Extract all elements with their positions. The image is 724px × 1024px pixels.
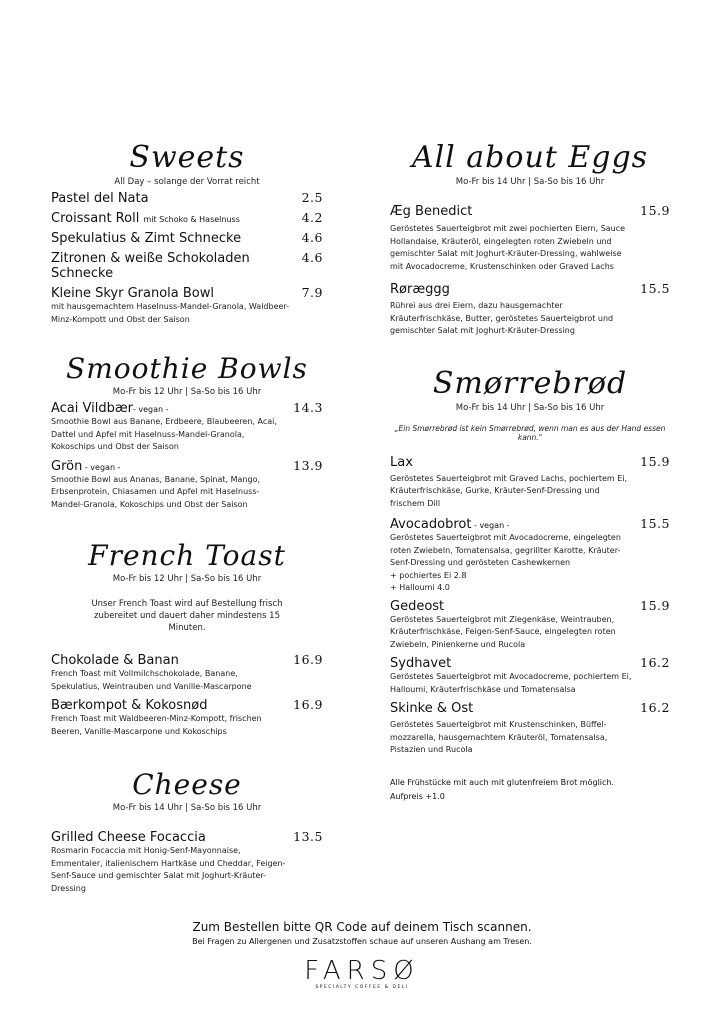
section-title: Smørrebrød xyxy=(432,365,628,401)
menu-item: Croissant Roll mit Schoko & Haselnuss 4.2 xyxy=(51,210,323,226)
section-subtitle: Mo-Fr bis 14 Uhr | Sa-So bis 16 Uhr xyxy=(112,803,262,813)
section-cheese xyxy=(51,768,323,895)
item-extra: + pochiertes Ei 2.8 xyxy=(390,570,467,580)
menu-item: Zitronen & weiße Schokoladen Schnecke 4.6 xyxy=(51,250,323,281)
menu-item: Røræggg 15.5 Rühreì aus drei Eiern, dazu hausgemachter Kräuterfrischkäse, Butter, geröstetes Sauerteigbrot und gemischter Salat mit Joghurt-Kräuter-Dressing xyxy=(390,281,670,338)
gluten-free-surcharge: Aufpreis +1.0 xyxy=(390,791,445,801)
menu-item: Chokolade & Banan 16.9 French Toast mit Vollmilchschokolade, Banane, Spekulatius, Weintrauben und Vanille-Mascarpone xyxy=(51,652,323,693)
gluten-free-note: Alle Frühstücke mit auch mit glutenfreiem Brot möglich. xyxy=(390,777,615,787)
section-eggs xyxy=(390,140,670,338)
item-description: Geröstetes Sauerteigbrot mit zwei pochierten Eiern, Sauce Hollandaise, Kräuteröl, eingelegten roten Zwiebeln und gemischter Salat mit Joghurt-Kräuter-Dressing, wahlweise mit Avocadocreme, Krustenschinken oder Graved Lachs xyxy=(390,224,626,271)
section-subtitle: Mo-Fr bis 14 Uhr | Sa-So bis 16 Uhr xyxy=(455,402,605,413)
menu-item: Grön - vegan - 13.9 Smoothie Bowl aus Ananas, Banane, Spinat, Mango, Erbsenprotein, Chiasamen und Apfel mit Haselnuss-Mandel-Granola, Kokoschips und Obst der Saison xyxy=(51,458,323,512)
menu-item: Acai Vildbær- vegan - 14.3 Smoothie Bowl aus Banane, Erdbeere, Blaubeeren, Acai, Dattel und Apfel mit Haselnuss-Mandel-Granola, Kokoschips und Obst der Saison xyxy=(51,400,323,454)
logo-tagline: SPECIALTY COFFEE & DELI xyxy=(315,985,409,990)
right-column xyxy=(390,140,670,803)
item-description: mit hausgemachtem Haselnuss-Mandel-Granola, Waldbeer-Minz-Kompott und Obst der Saison xyxy=(51,302,290,324)
menu-item: Bærkompot & Kokosnød 16.9 French Toast mit Waldbeeren-Minz-Kompott, frischen Beeren, Vanille-Mascarpone und Kokoschips xyxy=(51,697,323,738)
section-subtitle: Mo-Fr bis 12 Uhr | Sa-So bis 16 Uhr xyxy=(112,574,262,584)
section-smoothie-bowls xyxy=(51,352,323,511)
item-description: Geröstetes Sauerteigbrot mit Avocadocreme, eingelegten roten Zwiebeln, Tomatensalsa, gegrillter Karotte, Kräuter-Senf-Dressing und gerösteten Cashewkernen xyxy=(390,533,621,567)
section-title: French Toast xyxy=(88,539,286,572)
footer xyxy=(0,920,724,990)
section-title: All about Eggs xyxy=(411,140,649,175)
section-title: Smoothie Bowls xyxy=(66,352,308,385)
item-description: Geröstetes Sauerteigbrot mit Avocadocreme, pochiertem Ei, Halloumi, Kräuterfrischkäse und Tomatensalsa xyxy=(390,672,632,694)
menu-item: Kleine Skyr Granola Bowl 7.9 mit hausgemachtem Haselnuss-Mandel-Granola, Waldbeer-Minz-Kompott und Obst der Saison xyxy=(51,285,323,326)
section-subtitle: Mo-Fr bis 12 Uhr | Sa-So bis 16 Uhr xyxy=(112,387,262,397)
left-column xyxy=(51,140,323,895)
menu-item: Lax 15.9 Geröstetes Sauerteigbrot mit Graved Lachs, pochiertem Ei, Kräuterfrischkäse, Gurke, Kräuter-Senf-Dressing und frischem Dill xyxy=(390,454,670,511)
menu-item: Pastel del Nata 2.5 xyxy=(51,190,323,206)
menu-item: Grilled Cheese Focaccia 13.5 Rosmarin Focaccia mit Honig-Senf-Mayonnaise, Emmentaler, italienischem Hartkäse und Cheddar, Feigen-Senf-Sauce und gemischter Salat mit Joghurt-Kräuter-Dressing xyxy=(51,829,323,895)
item-description: Rühreì aus drei Eiern, dazu hausgemachter Kräuterfrischkäse, Butter, geröstetes Sauerteigbrot und gemischter Salat mit Joghurt-Kräuter-Dressing xyxy=(390,301,614,335)
menu-item: Avocadobrot - vegan - 15.5 Geröstetes Sauerteigbrot mit Avocadocreme, eingelegten roten Zwiebeln, Tomatensalsa, gegrillter Karotte, Kräuter-Senf-Dressing und gerösteten Cashewkernen + pochiertes Ei 2.8 + Halloumi 4.0 xyxy=(390,516,670,595)
item-description: Smoothie Bowl aus Banane, Erdbeere, Blaubeeren, Acai, Dattel und Apfel mit Haselnuss-Mandel-Granola, Kokoschips und Obst der Saison xyxy=(51,417,277,451)
section-subtitle: Mo-Fr bis 14 Uhr | Sa-So bis 16 Uhr xyxy=(455,177,605,187)
section-info: Unser French Toast wird auf Bestellung frisch zubereitet und dauert daher mindestens 15 Minuten. xyxy=(91,599,283,633)
menu-item: Æg Benedict 15.9 Geröstetes Sauerteigbrot mit zwei pochierten Eiern, Sauce Hollandaise, Kräuteröl, eingelegten roten Zwiebeln und gemischter Salat mit Joghurt-Kräuter-Dressing, wahlweise mit Avocadocreme, Krustenschinken oder Graved Lachs xyxy=(390,203,670,273)
item-description: Geröstetes Sauerteigbrot mit Ziegenkäse, Weintrauben, Kräuterfrischkäse, Feigen-Senf-Sauce, eingelegten roten Zwiebeln, Pinienkerne und Rucola xyxy=(390,614,616,649)
section-title: Sweets xyxy=(129,140,245,175)
menu-item: Gedeost 15.9 Geröstetes Sauerteigbrot mit Ziegenkäse, Weintrauben, Kräuterfrischkäse, Feigen-Senf-Sauce, eingelegten roten Zwiebeln, Pinienkerne und Rucola xyxy=(390,598,670,652)
menu-item: Sydhavet 16.2 Geröstetes Sauerteigbrot mit Avocadocreme, pochiertem Ei, Halloumi, Kräuterfrischkäse und Tomatensalsa xyxy=(390,655,670,696)
section-sweets xyxy=(51,140,323,326)
logo-wordmark: FARSØ xyxy=(304,956,420,986)
item-description: Geröstetes Sauerteigbrot mit Graved Lachs, pochiertem Ei, Kräuterfrischkäse, Gurke, Kräuter-Senf-Dressing und frischem Dill xyxy=(390,473,628,508)
item-description: Rosmarin Focaccia mit Honig-Senf-Mayonnaise, Emmentaler, italienischem Hartkäse und Cheddar, Feigen-Senf-Sauce und gemischter Salat mit Joghurt-Kräuter-Dressing xyxy=(51,846,286,893)
order-instructions: Zum Bestellen bitte QR Code auf deinem Tisch scannen. xyxy=(192,920,532,934)
section-smorrebrod xyxy=(390,366,670,803)
item-description: French Toast mit Vollmilchschokolade, Banane, Spekulatius, Weintrauben und Vanille-Mascarpone xyxy=(51,669,252,691)
brand-logo xyxy=(0,958,724,990)
section-quote: „Ein Smørrebrød ist kein Smørrebrød, wenn man es aus der Hand essen kann." xyxy=(394,423,666,442)
item-description: French Toast mit Waldbeeren-Minz-Kompott, frischen Beeren, Vanille-Mascarpone und Kokoschips xyxy=(51,714,262,736)
menu-item: Skinke & Ost 16.2 Geröstetes Sauerteigbrot mit Krustenschinken, Büffel-mozzarella, hausgemachtem Kräuteröl, Tomatensalsa, Pistazien und Rucola xyxy=(390,700,670,757)
item-description: Geröstetes Sauerteigbrot mit Krustenschinken, Büffel-mozzarella, hausgemachtem Kräuteröl, Tomatensalsa, Pistazien und Rucola xyxy=(390,720,608,754)
allergen-note: Bei Fragen zu Allergenen und Zusatzstoffen schaue auf unseren Aushang am Tresen. xyxy=(192,937,532,946)
section-title: Cheese xyxy=(132,768,242,801)
section-french-toast xyxy=(51,539,323,738)
item-description: Smoothie Bowl aus Ananas, Banane, Spinat, Mango, Erbsenprotein, Chiasamen und Apfel mit Haselnuss-Mandel-Granola, Kokoschips und Obst der Saison xyxy=(51,474,261,509)
menu-item: Spekulatius & Zimt Schnecke 4.6 xyxy=(51,230,323,246)
section-subtitle: All Day – solange der Vorrat reicht xyxy=(114,177,260,187)
item-extra: + Halloumi 4.0 xyxy=(390,583,450,592)
